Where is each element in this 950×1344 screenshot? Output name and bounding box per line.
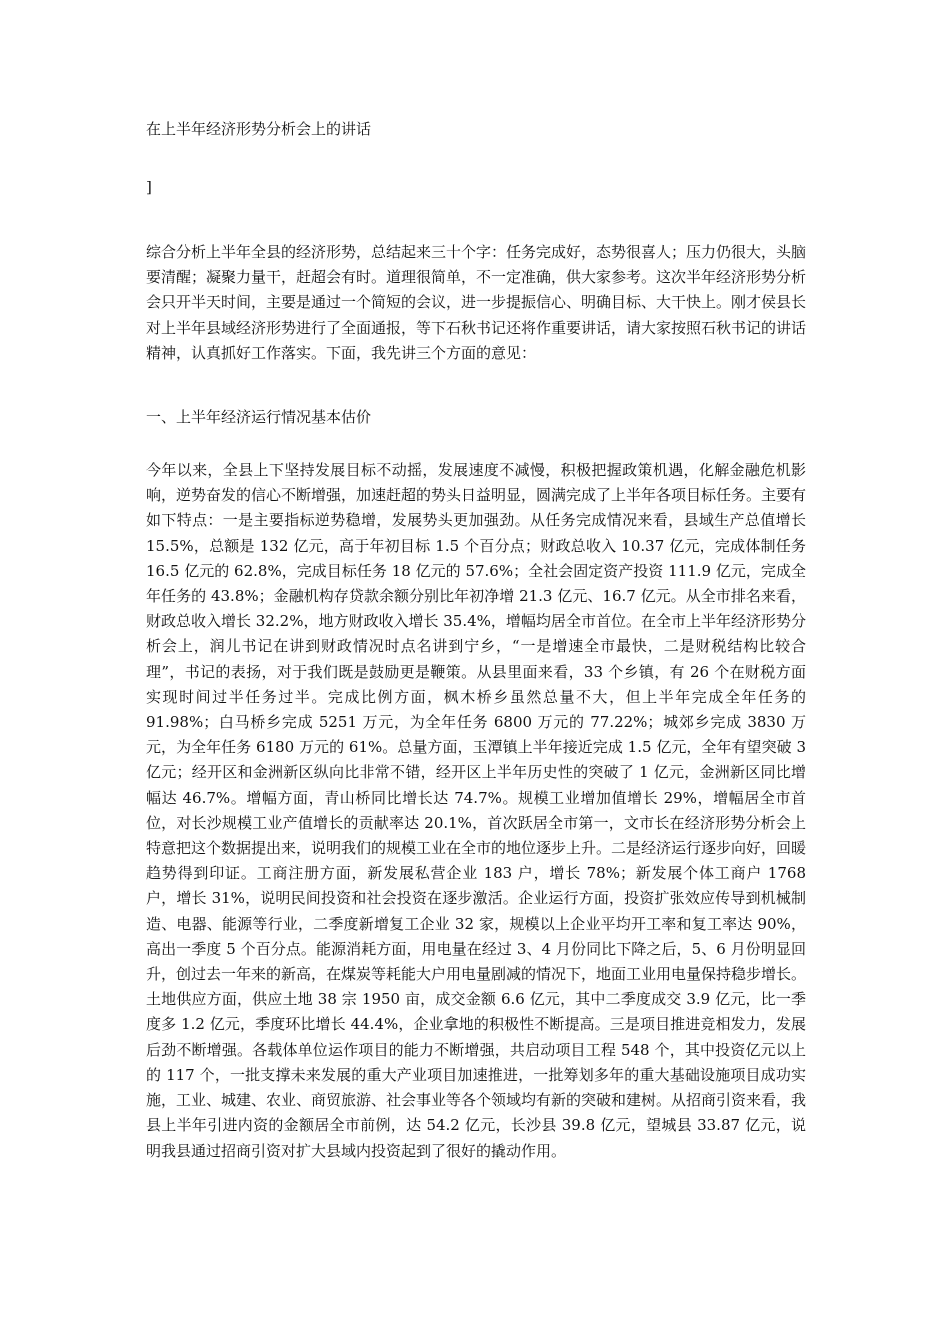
- intro-paragraph: 综合分析上半年全县的经济形势，总结起来三十个字：任务完成好，态势很喜人；压力仍很大，头脑要清醒；凝聚力量干，赶超会有时。道理很简单，不一定准确，供大家参考。这次半年经济形势分析会只开半天时间，主要是通过一个简短的会议，进一步提振信心、明确目标、大干快上。刚才侯县长对上半年县域经济形势进行了全面通报，等下石秋书记还将作重要讲话，请大家按照石秋书记的讲话精神，认真抓好工作落实。下面，我先讲三个方面的意见：: [146, 243, 807, 362]
- section-body-paragraph: 今年以来，全县上下坚持发展目标不动摇，发展速度不减慢，积极把握政策机遇，化解金融危机影响，逆势奋发的信心不断增强，加速赶超的势头日益明显，圆满完成了上半年各项目标任务。主要有如下特点：一是主要指标逆势稳增，发展势头更加强劲。从任务完成情况来看，县域生产总值增长 15.5%，总额是 132 亿元，高于年初目标 1.5 个百分点；财政总收入 10.37 亿元，完成体制任务 16.5 亿元的 62.8%，完成目标任务 18 亿元的 57.6%；全社会固定资产投资 111.9 亿元，完成全年任务的 43.8%；金融机构存贷款余额分别比年初净增 21.3 亿元、16.7 亿元。从全市排名来看，财政总收入增长 32.2%，地方财政收入增长 35.4%，增幅均居全市首位。在全市上半年经济形势分析会上，润儿书记在讲到财政情况时点名讲到宁乡，“一是增速全市最快，二是财税结构比较合理”，书记的表扬，对于我们既是鼓励更是鞭策。从县里面来看，33 个乡镇，有 26 个在财税方面实现时间过半任务过半。完成比例方面，枫木桥乡虽然总量不大，但上半年完成全年任务的 91.98%；白马桥乡完成 5251 万元，为全年任务 6800 万元的 77.22%；城郊乡完成 3830 万元，为全年任务 6180 万元的 61%。总量方面，玉潭镇上半年接近完成 1.5 亿元，全年有望突破 3 亿元；经开区和金洲新区纵向比非常不错，经开区上半年历史性的突破了 1 亿元，金洲新区同比增幅达 46.7%。增幅方面，青山桥同比增长达 74.7%。规模工业增加值增长 29%，增幅居全市首位，对长沙规模工业产值增长的贡献率达 20.1%，首次跃居全市第一，文市长在经济形势分析会上特意把这个数据提出来，说明我们的规模工业在全市的地位逐步上升。二是经济运行逐步向好，回暖趋势得到印证。工商注册方面，新发展私营企业 183 户，增长 78%；新发展个体工商户 1768 户，增长 31%，说明民间投资和社会投资在逐步激活。企业运行方面，投资扩张效应传导到机械制造、电器、能源等行业，二季度新增复工企业 32 家，规模以上企业平均开工率和复工率达 90%，高出一季度 5 个百分点。能源消耗方面，用电量在经过 3、4 月份同比下降之后，5、6 月份明显回升，创过去一年来的新高，在煤炭等耗能大户用电量剧减的情况下，地面工业用电量保持稳步增长。土地供应方面，供应土地 38 宗 1950 亩，成交金额 6.6 亿元，其中二季度成交 3.9 亿元，比一季度多 1.2 亿元，季度环比增长 44.4%，企业拿地的积极性不断提高。三是项目推进竞相发力，发展后劲不断增强。各载体单位运作项目的能力不断增强，共启动项目工程 548 个，其中投资亿元以上的 117 个，一批支撑未来发展的重大产业项目加速推进，一批筹划多年的重大基础设施项目成功实施，工业、城建、农业、商贸旅游、社会事业等各个领域均有新的突破和建树。从招商引资来看，我县上半年引进内资的金额居全市前例，达 54.2 亿元，长沙县 39.8 亿元，望城县 33.87 亿元，说明我县通过招商引资对扩大县域内投资起到了很好的撬动作用。: [146, 461, 807, 1160]
- bracket-mark: ]: [146, 178, 152, 196]
- section-heading: 一、上半年经济运行情况基本估价: [146, 408, 372, 427]
- document-page: [146, 118, 806, 1164]
- document-title: 在上半年经济形势分析会上的讲话: [146, 120, 372, 138]
